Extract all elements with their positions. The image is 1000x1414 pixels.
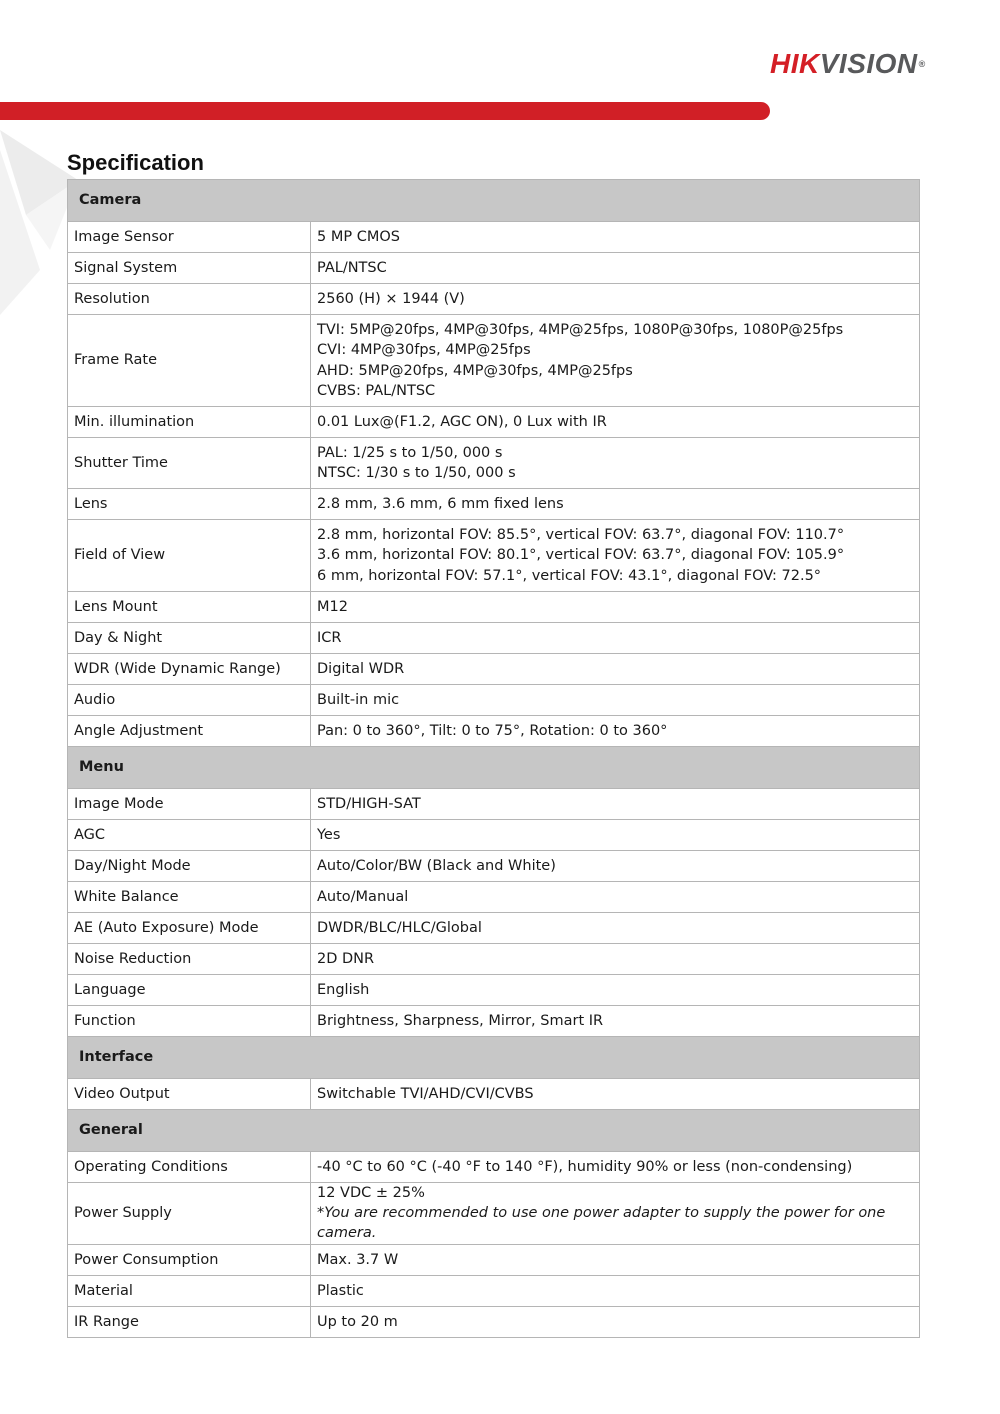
spec-value-line: Yes xyxy=(317,826,341,843)
spec-value xyxy=(311,1306,920,1337)
spec-value xyxy=(311,489,920,520)
spec-value xyxy=(311,975,920,1006)
page-title: Specification xyxy=(67,150,204,175)
spec-label: Image Sensor xyxy=(68,222,311,253)
spec-row-language xyxy=(68,975,920,1006)
spec-row-image-sensor xyxy=(68,222,920,253)
spec-value xyxy=(311,438,920,489)
spec-label: Min. illumination xyxy=(68,407,311,438)
spec-value-note: *You are recommended to use one power adapter to supply the power for one camera. xyxy=(317,1205,886,1242)
spec-value-line: DWDR/BLC/HLC/Global xyxy=(317,919,482,936)
spec-label: Angle Adjustment xyxy=(68,716,311,747)
spec-label: Day & Night xyxy=(68,623,311,654)
spec-value xyxy=(311,820,920,851)
spec-row-power-consumption xyxy=(68,1244,920,1275)
spec-value xyxy=(311,654,920,685)
spec-label: AE (Auto Exposure) Mode xyxy=(68,913,311,944)
spec-value-line: 2D DNR xyxy=(317,950,375,967)
spec-value-line: Pan: 0 to 360°, Tilt: 0 to 75°, Rotation: 0 to 360° xyxy=(317,722,668,739)
spec-label: Function xyxy=(68,1006,311,1037)
spec-label: Frame Rate xyxy=(68,315,311,407)
spec-value-line: NTSC: 1/30 s to 1/50, 000 s xyxy=(317,465,516,481)
spec-value-line: PAL: 1/25 s to 1/50, 000 s xyxy=(317,444,503,461)
spec-value-line: Switchable TVI/AHD/CVI/CVBS xyxy=(317,1085,534,1102)
spec-value-line: 2560 (H) × 1944 (V) xyxy=(317,290,465,307)
spec-value-line: Auto/Color/BW (Black and White) xyxy=(317,857,556,874)
spec-label: Day/Night Mode xyxy=(68,851,311,882)
spec-label: Language xyxy=(68,975,311,1006)
section-header-menu xyxy=(68,747,920,789)
spec-label: IR Range xyxy=(68,1306,311,1337)
spec-value xyxy=(311,222,920,253)
spec-value-line: 2.8 mm, 3.6 mm, 6 mm fixed lens xyxy=(317,495,564,512)
spec-value-line: STD/HIGH-SAT xyxy=(317,795,421,812)
spec-row-power-supply xyxy=(68,1183,920,1245)
spec-value-line: Brightness, Sharpness, Mirror, Smart IR xyxy=(317,1012,604,1029)
spec-value-line: 0.01 Lux@(F1.2, AGC ON), 0 Lux with IR xyxy=(317,413,607,430)
spec-label: AGC xyxy=(68,820,311,851)
section-title: Camera xyxy=(68,180,920,222)
spec-value xyxy=(311,592,920,623)
spec-row-shutter-time xyxy=(68,438,920,489)
spec-row-ae-auto-exposure-mode xyxy=(68,913,920,944)
spec-value-line: 6 mm, horizontal FOV: 57.1°, vertical FOV: 43.1°, diagonal FOV: 72.5° xyxy=(317,567,822,584)
section-header-interface xyxy=(68,1037,920,1079)
specification-table-body xyxy=(68,180,920,1338)
spec-label: WDR (Wide Dynamic Range) xyxy=(68,654,311,685)
spec-value xyxy=(311,789,920,820)
spec-value-line: 2.8 mm, horizontal FOV: 85.5°, vertical FOV: 63.7°, diagonal FOV: 110.7° xyxy=(317,527,845,544)
spec-value xyxy=(311,944,920,975)
spec-value-line: ICR xyxy=(317,629,342,646)
spec-row-ir-range xyxy=(68,1306,920,1337)
spec-value xyxy=(311,315,920,407)
spec-label: Material xyxy=(68,1275,311,1306)
spec-label: Video Output xyxy=(68,1079,311,1110)
spec-row-field-of-view xyxy=(68,520,920,592)
spec-row-image-mode xyxy=(68,789,920,820)
hikvision-logo xyxy=(770,46,952,82)
spec-value xyxy=(311,520,920,592)
spec-value-line: Plastic xyxy=(317,1282,364,1299)
spec-row-lens xyxy=(68,489,920,520)
spec-value-line: CVBS: PAL/NTSC xyxy=(317,382,436,399)
spec-label: Shutter Time xyxy=(68,438,311,489)
spec-value-line: 12 VDC ± 25% xyxy=(317,1185,425,1201)
spec-row-noise-reduction xyxy=(68,944,920,975)
section-title: General xyxy=(68,1110,920,1152)
spec-value xyxy=(311,1152,920,1183)
spec-value-line: Digital WDR xyxy=(317,660,405,677)
spec-value-line: M12 xyxy=(317,598,348,615)
spec-row-function xyxy=(68,1006,920,1037)
spec-value-line: CVI: 4MP@30fps, 4MP@25fps xyxy=(317,342,531,359)
spec-row-wdr-wide-dynamic-range xyxy=(68,654,920,685)
spec-value-line: TVI: 5MP@20fps, 4MP@30fps, 4MP@25fps, 1080P@30fps, 1080P@25fps xyxy=(317,322,844,339)
header-accent-bar xyxy=(0,102,770,120)
spec-label: Field of View xyxy=(68,520,311,592)
spec-value-line: Auto/Manual xyxy=(317,888,409,905)
spec-row-video-output xyxy=(68,1079,920,1110)
spec-value xyxy=(311,882,920,913)
spec-value xyxy=(311,284,920,315)
logo-text-red: HIK xyxy=(770,48,820,79)
spec-row-day-night-mode xyxy=(68,851,920,882)
spec-label: Signal System xyxy=(68,253,311,284)
spec-value-line: Built-in mic xyxy=(317,691,400,708)
spec-value-line: Max. 3.7 W xyxy=(317,1251,399,1268)
spec-value xyxy=(311,1183,920,1245)
spec-row-signal-system xyxy=(68,253,920,284)
section-header-camera xyxy=(68,180,920,222)
spec-label: Power Supply xyxy=(68,1183,311,1245)
logo-text-grey: VISION xyxy=(819,48,918,79)
spec-value-line: PAL/NTSC xyxy=(317,259,387,276)
spec-row-min-illumination xyxy=(68,407,920,438)
spec-value xyxy=(311,716,920,747)
spec-row-material xyxy=(68,1275,920,1306)
spec-row-day-night xyxy=(68,623,920,654)
spec-value xyxy=(311,685,920,716)
spec-label: Image Mode xyxy=(68,789,311,820)
spec-row-angle-adjustment xyxy=(68,716,920,747)
spec-label: Audio xyxy=(68,685,311,716)
spec-row-resolution xyxy=(68,284,920,315)
spec-row-white-balance xyxy=(68,882,920,913)
spec-label: Lens xyxy=(68,489,311,520)
spec-row-frame-rate xyxy=(68,315,920,407)
spec-value-line: AHD: 5MP@20fps, 4MP@30fps, 4MP@25fps xyxy=(317,362,633,379)
spec-label: White Balance xyxy=(68,882,311,913)
spec-row-lens-mount xyxy=(68,592,920,623)
spec-value-line: Up to 20 m xyxy=(317,1313,398,1330)
section-title: Menu xyxy=(68,747,920,789)
spec-value xyxy=(311,407,920,438)
spec-value-line: 5 MP CMOS xyxy=(317,228,400,245)
spec-value xyxy=(311,1275,920,1306)
spec-label: Resolution xyxy=(68,284,311,315)
spec-value xyxy=(311,1244,920,1275)
spec-value-line: English xyxy=(317,981,370,998)
specification-table xyxy=(67,179,920,1338)
spec-value xyxy=(311,851,920,882)
spec-value xyxy=(311,623,920,654)
spec-value xyxy=(311,1079,920,1110)
spec-value-line: 3.6 mm, horizontal FOV: 80.1°, vertical FOV: 63.7°, diagonal FOV: 105.9° xyxy=(317,547,845,564)
spec-label: Noise Reduction xyxy=(68,944,311,975)
spec-value-line: -40 °C to 60 °C (-40 °F to 140 °F), humidity 90% or less (non-condensing) xyxy=(317,1158,853,1175)
section-header-general xyxy=(68,1110,920,1152)
spec-row-operating-conditions xyxy=(68,1152,920,1183)
spec-label: Lens Mount xyxy=(68,592,311,623)
registered-mark: ® xyxy=(918,59,926,69)
spec-value xyxy=(311,913,920,944)
section-title: Interface xyxy=(68,1037,920,1079)
spec-value xyxy=(311,253,920,284)
spec-label: Operating Conditions xyxy=(68,1152,311,1183)
spec-row-audio xyxy=(68,685,920,716)
spec-row-agc xyxy=(68,820,920,851)
spec-value xyxy=(311,1006,920,1037)
spec-label: Power Consumption xyxy=(68,1244,311,1275)
